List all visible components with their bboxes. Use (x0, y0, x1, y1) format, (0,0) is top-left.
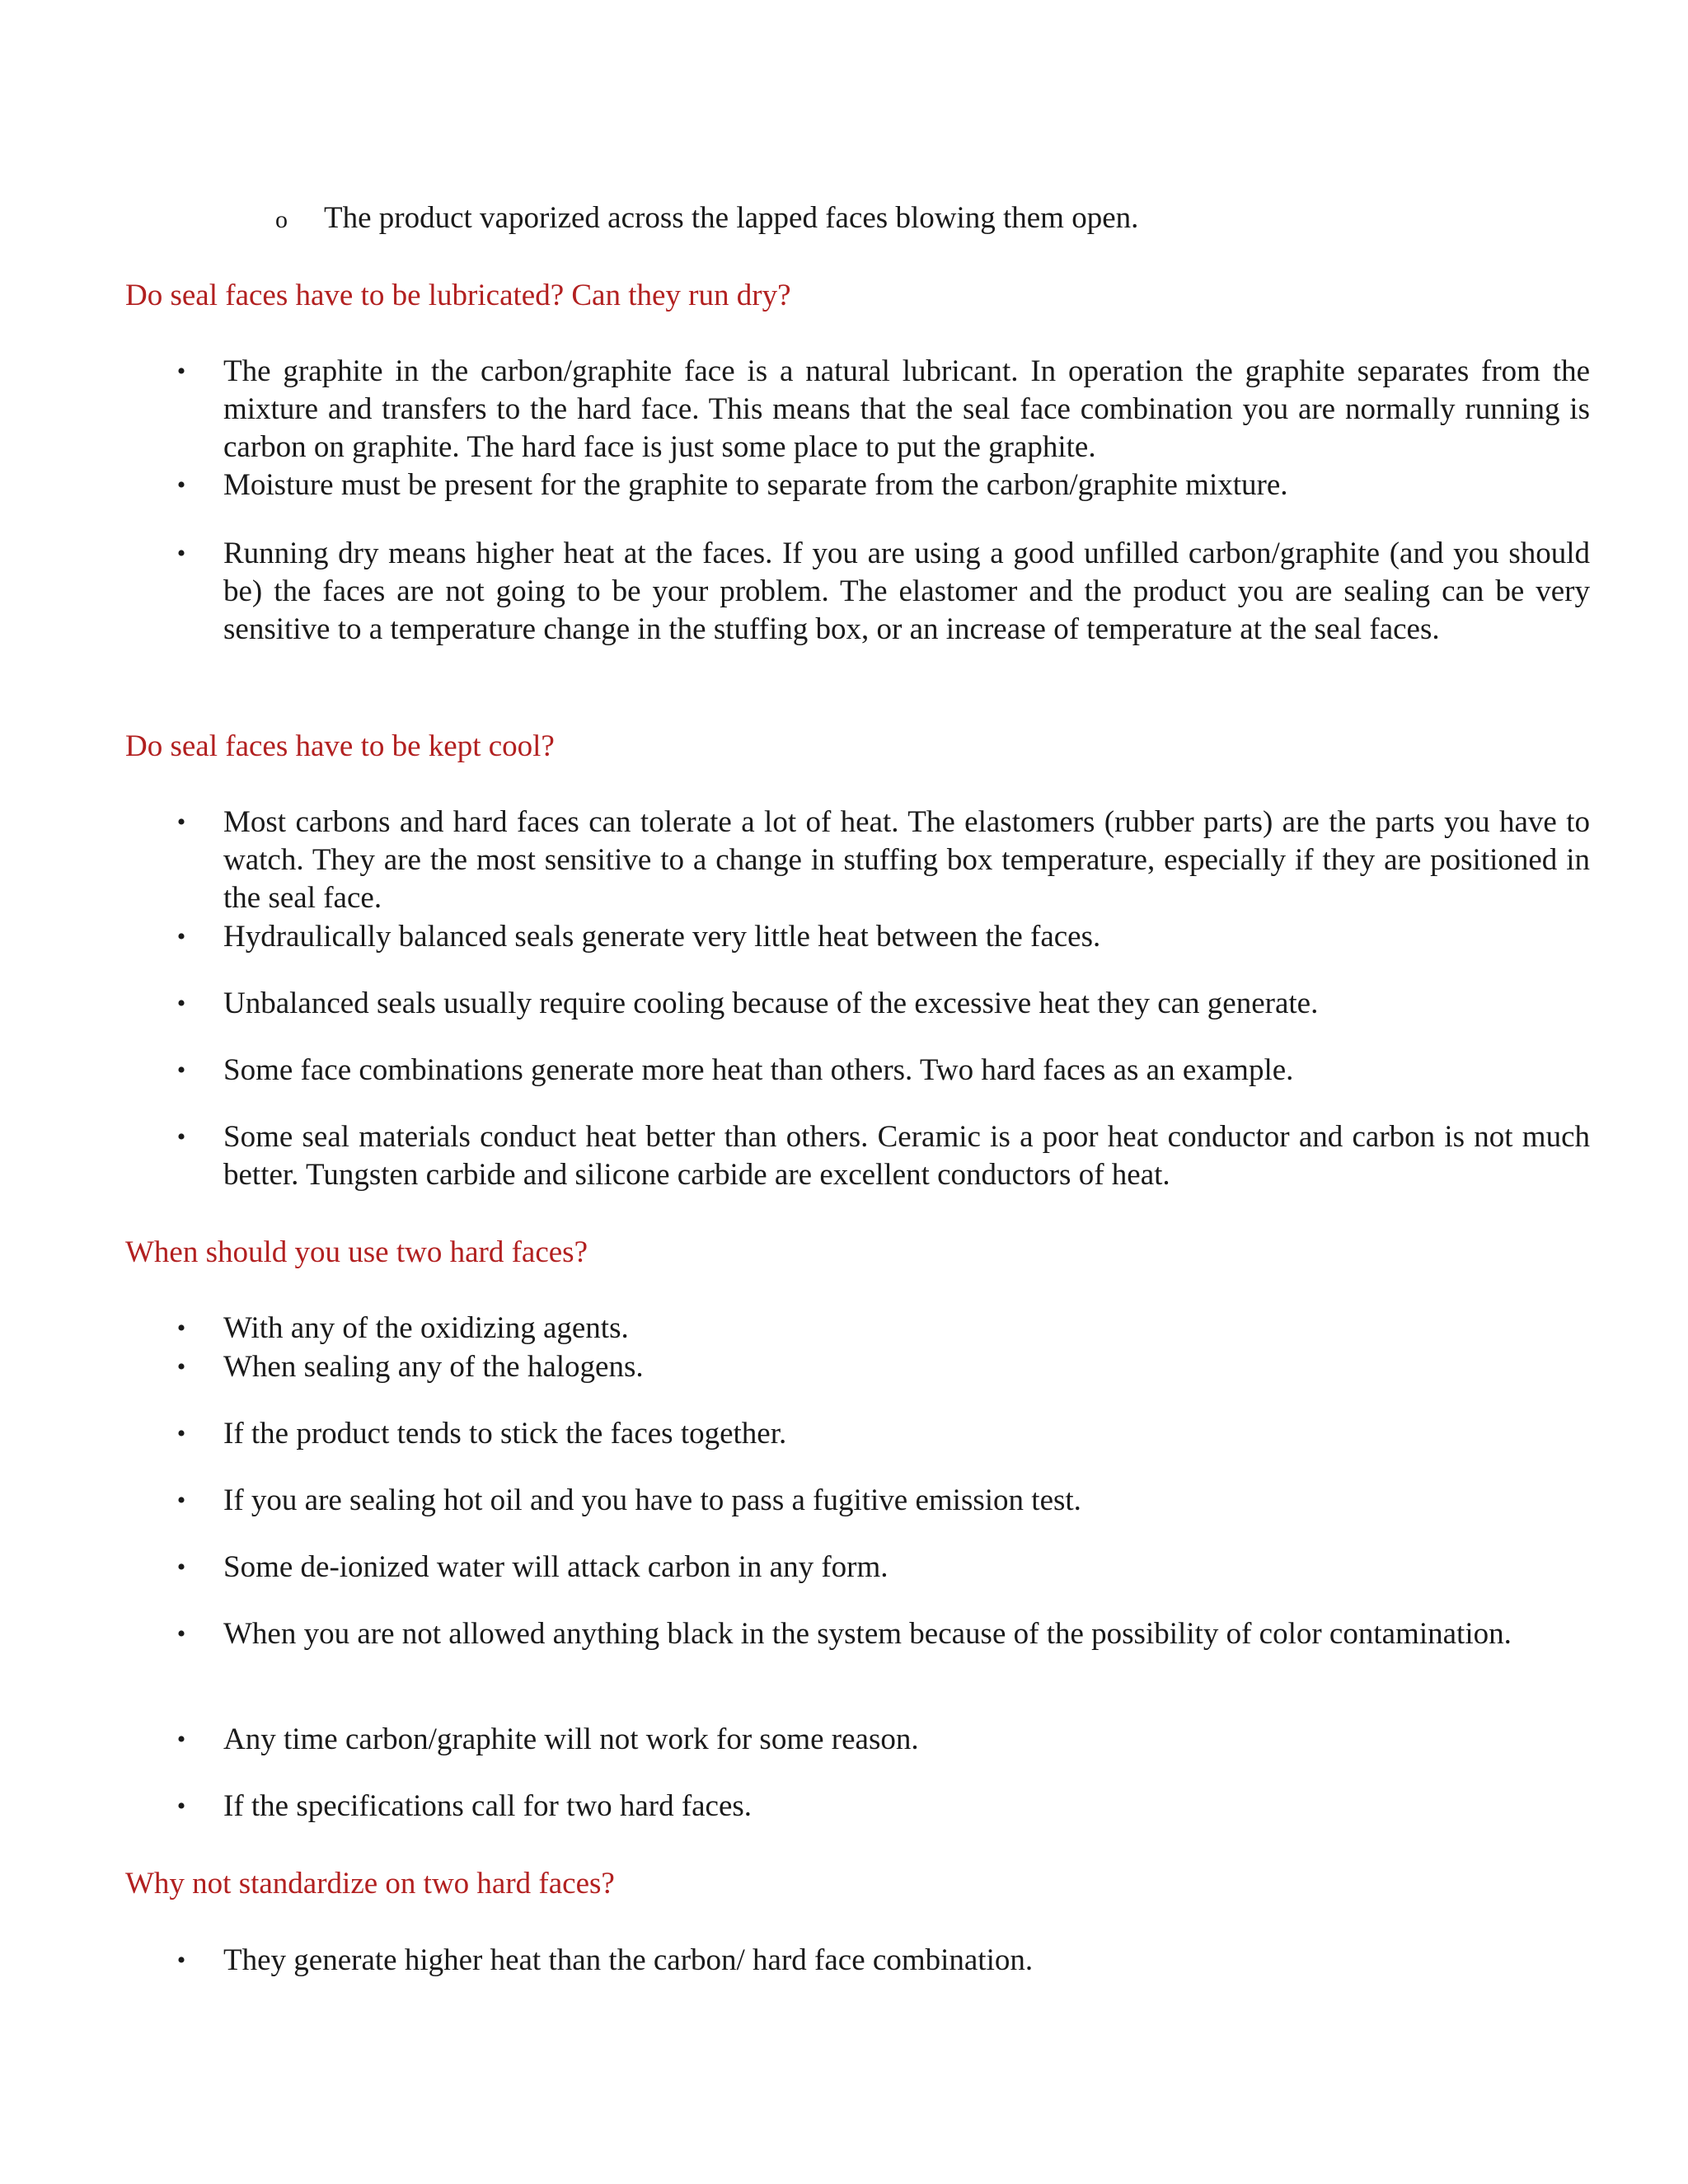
bullet-marker: • (176, 1487, 186, 1514)
list-item-text: Unbalanced seals usually require cooling because of the excessive heat they can generate. (223, 987, 1319, 1020)
list-item-text: They generate higher heat than the carbon/ hard face combination. (223, 1943, 1034, 1977)
bullet-marker: • (176, 1793, 186, 1820)
list-item-text: Some de-ionized water will attack carbon in any form. (223, 1550, 889, 1584)
list-item-text: Some face combinations generate more heat than others. Two hard faces as an example. (223, 1053, 1294, 1087)
bullet-marker: • (176, 1315, 186, 1342)
list-item-text: Running dry means higher heat at the faces. If you are using a good unfilled carbon/graphite (and you should be) the faces are not going to be your problem. The elastomer and the product you are sealing can be very sensitive to a temperature change in the stuffing box, or an increase of temperature at the seal faces. (223, 537, 1590, 646)
bullet-marker: • (176, 923, 186, 950)
bullet-marker: • (176, 1057, 186, 1084)
list-item-text: The graphite in the carbon/graphite face is a natural lubricant. In operation the graphite separates from the mixture and transfers to the hard face. This means that the seal face combination you are normally running is carbon on graphite. The hard face is just some place to put the graphite. (223, 354, 1590, 464)
list-item-text: Hydraulically balanced seals generate very little heat between the faces. (223, 920, 1101, 954)
bullet-marker: • (176, 540, 186, 567)
section-heading-cooling: Do seal faces have to be kept cool? (125, 729, 555, 763)
bullet-marker: • (176, 1554, 186, 1581)
bullet-marker: • (176, 471, 186, 499)
list-item-text: With any of the oxidizing agents. (223, 1311, 629, 1345)
sub-item-text: The product vaporized across the lapped faces blowing them open. (324, 201, 1139, 235)
list-item-text: If the product tends to stick the faces together. (223, 1417, 787, 1451)
list-item-text: If you are sealing hot oil and you have to pass a fugitive emission test. (223, 1483, 1081, 1517)
list-item-text: Moisture must be present for the graphite to separate from the carbon/graphite mixture. (223, 468, 1288, 502)
list-item-text: When sealing any of the halogens. (223, 1350, 644, 1384)
bullet-marker: • (176, 990, 186, 1017)
bullet-marker: • (176, 1123, 186, 1151)
section-heading-two-hard-faces: When should you use two hard faces? (125, 1235, 588, 1269)
section-heading-standardize: Why not standardize on two hard faces? (125, 1867, 615, 1900)
bullet-marker: • (176, 808, 186, 836)
list-item-text: Some seal materials conduct heat better than others. Ceramic is a poor heat conductor and carbon is not much better. Tungsten carbide and silicone carbide are excellent conductors of heat. (223, 1120, 1590, 1192)
sub-bullet-marker: o (275, 206, 288, 233)
section-heading-lubrication: Do seal faces have to be lubricated? Can they run dry? (125, 279, 791, 312)
list-item-text: Any time carbon/graphite will not work for some reason. (223, 1722, 919, 1756)
bullet-marker: • (176, 358, 186, 385)
bullet-marker: • (176, 1947, 186, 1974)
bullet-marker: • (176, 1353, 186, 1380)
list-item-text: When you are not allowed anything black in the system because of the possibility of color contamination. (223, 1617, 1512, 1651)
bullet-marker: • (176, 1726, 186, 1753)
bullet-marker: • (176, 1620, 186, 1647)
list-item-text: Most carbons and hard faces can tolerate a lot of heat. The elastomers (rubber parts) are the parts you have to watch. They are the most sensitive to a change in stuffing box temperature, especially if they are positioned in the seal face. (223, 805, 1590, 915)
bullet-marker: • (176, 1420, 186, 1447)
list-item-text: If the specifications call for two hard faces. (223, 1789, 753, 1823)
